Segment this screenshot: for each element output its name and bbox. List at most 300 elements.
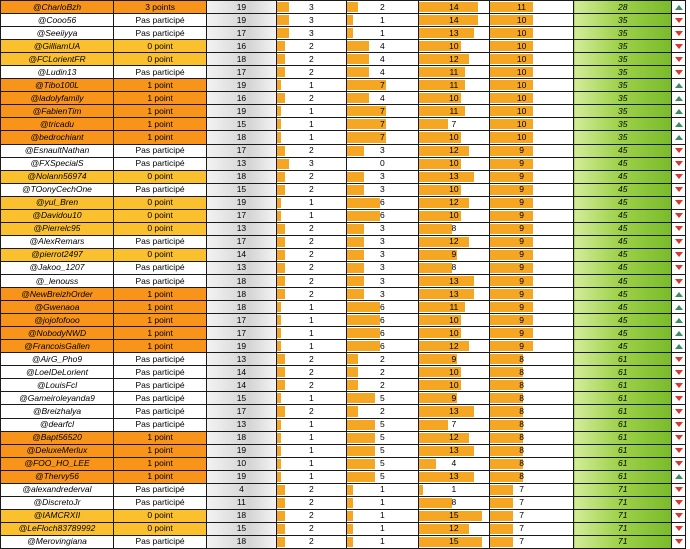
data-value: 8 <box>451 262 457 273</box>
participation-status-cell: 0 point <box>113 40 206 53</box>
player-name-cell: @NewBreizhOrder <box>1 288 114 301</box>
stat-cell-5 <box>490 483 574 496</box>
trend-down-icon <box>675 279 683 284</box>
participation-status-cell: 1 point <box>113 431 206 444</box>
data-bar <box>419 119 449 129</box>
data-value: 3 <box>309 158 314 169</box>
data-value: 10 <box>449 92 459 103</box>
stat-cell-3 <box>347 288 419 301</box>
data-value: 12 <box>449 236 459 247</box>
trend-cell <box>672 457 686 470</box>
data-bar <box>277 172 285 182</box>
trend-cell <box>672 261 686 274</box>
data-value: 9 <box>519 275 524 286</box>
data-bar <box>490 119 533 129</box>
data-value: 3 <box>379 249 385 260</box>
stat-cell-4 <box>418 105 490 118</box>
data-bar <box>277 250 285 260</box>
participation-status-cell: Pas participé <box>113 144 206 157</box>
participation-status-cell: 0 point <box>113 196 206 209</box>
player-name-cell: @Gameiroleyanda9 <box>1 392 114 405</box>
trend-down-icon <box>675 396 683 401</box>
score-cell: 45 <box>574 170 672 183</box>
data-value: 9 <box>519 223 524 234</box>
stat-cell-4 <box>418 392 490 405</box>
data-value: 2 <box>309 53 314 64</box>
player-name-cell: @TOonyCechOne <box>1 183 114 196</box>
table-row <box>1 522 686 535</box>
table-row <box>1 274 686 287</box>
trend-cell <box>672 157 686 170</box>
data-value: 0 <box>379 158 385 169</box>
participation-status-cell: Pas participé <box>113 379 206 392</box>
data-value: 2 <box>379 353 385 364</box>
stat-cell-3 <box>347 209 419 222</box>
table-row <box>1 53 686 66</box>
data-bar <box>277 119 281 129</box>
score-cell: 45 <box>574 261 672 274</box>
table-row <box>1 248 686 261</box>
player-name-cell: @LeFloch83789992 <box>1 522 114 535</box>
data-value: 10 <box>516 92 527 103</box>
stat-cell-4 <box>418 444 490 457</box>
score-cell: 45 <box>574 209 672 222</box>
data-value: 3 <box>379 275 385 286</box>
data-value: 10 <box>516 79 527 90</box>
data-bar <box>277 93 285 103</box>
data-bar <box>490 537 513 547</box>
table-row <box>1 353 686 366</box>
data-value: 9 <box>451 353 457 364</box>
participation-status-cell: 1 point <box>113 118 206 131</box>
stat-cell-3 <box>347 170 419 183</box>
stat-cell-1: 17 <box>207 405 276 418</box>
stat-cell-5 <box>490 222 574 235</box>
participation-status-cell: 1 point <box>113 288 206 301</box>
data-value: 13 <box>449 445 459 456</box>
table-row <box>1 1 686 14</box>
data-bar <box>490 93 533 103</box>
stat-cell-3 <box>347 14 419 27</box>
stat-cell-2 <box>276 196 346 209</box>
data-bar <box>347 472 375 482</box>
data-value: 2 <box>309 275 314 286</box>
stat-cell-2 <box>276 248 346 261</box>
stat-cell-3 <box>347 496 419 509</box>
data-value: 3 <box>309 27 314 38</box>
stat-cell-4 <box>418 470 490 483</box>
stat-cell-1: 4 <box>207 483 276 496</box>
score-cell: 45 <box>574 288 672 301</box>
data-bar <box>419 459 436 469</box>
data-value: 3 <box>379 145 385 156</box>
data-bar <box>277 198 281 208</box>
participation-status-cell: Pas participé <box>113 274 206 287</box>
data-bar <box>490 289 533 299</box>
stat-cell-5 <box>490 261 574 274</box>
stat-cell-1: 18 <box>207 535 276 548</box>
stat-cell-3 <box>347 444 419 457</box>
data-bar <box>490 185 533 195</box>
stat-cell-5 <box>490 288 574 301</box>
score-cell: 61 <box>574 379 672 392</box>
data-value: 10 <box>449 40 459 51</box>
stat-cell-3 <box>347 248 419 261</box>
trend-up-icon <box>675 5 683 10</box>
data-bar <box>490 41 533 51</box>
player-name-cell: @NobodyNWD <box>1 327 114 340</box>
data-bar <box>347 524 353 534</box>
trend-cell <box>672 522 686 535</box>
data-value: 5 <box>379 392 385 403</box>
data-value: 6 <box>379 210 385 221</box>
score-cell: 45 <box>574 157 672 170</box>
stat-cell-4 <box>418 79 490 92</box>
table-row <box>1 301 686 314</box>
table-row <box>1 392 686 405</box>
stat-cell-4 <box>418 1 490 14</box>
data-bar <box>277 485 285 495</box>
data-bar <box>347 406 358 416</box>
data-bar <box>347 367 358 377</box>
trend-cell <box>672 170 686 183</box>
stat-cell-2 <box>276 444 346 457</box>
score-cell: 71 <box>574 522 672 535</box>
table-row <box>1 431 686 444</box>
data-value: 3 <box>309 14 314 25</box>
stat-cell-3 <box>347 92 419 105</box>
trend-cell <box>672 79 686 92</box>
table-row <box>1 40 686 53</box>
data-value: 1 <box>309 131 314 142</box>
data-value: 10 <box>449 366 459 377</box>
trend-cell <box>672 314 686 327</box>
stat-cell-2 <box>276 431 346 444</box>
stat-cell-3 <box>347 27 419 40</box>
stat-cell-2 <box>276 379 346 392</box>
data-value: 12 <box>449 340 459 351</box>
trend-down-icon <box>675 370 683 375</box>
table-row <box>1 131 686 144</box>
stat-cell-1: 19 <box>207 470 276 483</box>
data-value: 10 <box>516 131 527 142</box>
stat-cell-2 <box>276 235 346 248</box>
data-value: 8 <box>519 471 524 482</box>
data-value: 2 <box>309 66 314 77</box>
data-value: 9 <box>451 249 457 260</box>
trend-down-icon <box>675 213 683 218</box>
stat-cell-5 <box>490 235 574 248</box>
data-value: 8 <box>519 458 524 469</box>
player-name-cell: @Gwenaoa <box>1 301 114 314</box>
stat-cell-3 <box>347 509 419 522</box>
data-bar <box>347 446 375 456</box>
stat-cell-1: 14 <box>207 248 276 261</box>
data-bar <box>277 315 281 325</box>
data-value: 1 <box>309 432 314 443</box>
trend-cell <box>672 483 686 496</box>
player-name-cell: @alexandrederval <box>1 483 114 496</box>
trend-down-icon <box>675 239 683 244</box>
stat-cell-4 <box>418 131 490 144</box>
trend-cell <box>672 66 686 79</box>
trend-up-icon <box>675 474 683 479</box>
stat-cell-1: 13 <box>207 261 276 274</box>
participation-status-cell: Pas participé <box>113 14 206 27</box>
table-row <box>1 261 686 274</box>
trend-down-icon <box>675 252 683 257</box>
data-bar <box>277 146 285 156</box>
data-value: 9 <box>519 288 524 299</box>
data-bar <box>490 302 533 312</box>
stat-cell-5 <box>490 496 574 509</box>
data-value: 4 <box>379 92 385 103</box>
data-bar <box>490 211 533 221</box>
participation-status-cell: Pas participé <box>113 183 206 196</box>
data-value: 11 <box>449 105 459 116</box>
stat-cell-1: 17 <box>207 27 276 40</box>
data-value: 8 <box>519 366 524 377</box>
stat-cell-4 <box>418 327 490 340</box>
data-value: 1 <box>309 458 314 469</box>
stat-cell-1: 15 <box>207 183 276 196</box>
player-name-cell: @LoeIDeLorient <box>1 366 114 379</box>
data-value: 13 <box>449 27 459 38</box>
player-name-cell: @Davidou10 <box>1 209 114 222</box>
stat-cell-5 <box>490 105 574 118</box>
data-value: 9 <box>519 340 524 351</box>
data-value: 8 <box>519 419 524 430</box>
data-value: 12 <box>449 432 459 443</box>
data-bar <box>419 302 466 312</box>
trend-cell <box>672 196 686 209</box>
data-bar <box>490 276 533 286</box>
player-name-cell: @GilliamUA <box>1 40 114 53</box>
data-bar <box>419 263 453 273</box>
trend-cell <box>672 92 686 105</box>
data-value: 10 <box>449 158 459 169</box>
stat-cell-2 <box>276 340 346 353</box>
data-value: 2 <box>379 366 385 377</box>
data-bar <box>347 211 380 221</box>
stat-cell-4 <box>418 431 490 444</box>
data-value: 1 <box>379 497 385 508</box>
stat-cell-3 <box>347 144 419 157</box>
participation-status-cell: 3 points <box>113 1 206 14</box>
stat-cell-5 <box>490 327 574 340</box>
trend-cell <box>672 40 686 53</box>
data-value: 9 <box>519 197 524 208</box>
participation-status-cell: Pas participé <box>113 405 206 418</box>
player-name-cell: @Nolann56974 <box>1 170 114 183</box>
data-value: 3 <box>309 1 314 12</box>
data-bar <box>490 15 533 25</box>
stat-cell-2 <box>276 118 346 131</box>
data-bar <box>419 172 474 182</box>
data-bar <box>490 54 533 64</box>
stat-cell-4 <box>418 261 490 274</box>
trend-cell <box>672 274 686 287</box>
stat-cell-2 <box>276 392 346 405</box>
data-bar <box>419 406 474 416</box>
data-value: 9 <box>519 184 524 195</box>
stat-cell-1: 18 <box>207 431 276 444</box>
stat-cell-2 <box>276 483 346 496</box>
trend-down-icon <box>675 187 683 192</box>
stat-cell-5 <box>490 66 574 79</box>
stat-cell-4 <box>418 92 490 105</box>
trend-cell <box>672 53 686 66</box>
stat-cell-5 <box>490 353 574 366</box>
data-value: 11 <box>517 1 526 12</box>
trend-down-icon <box>675 18 683 23</box>
data-value: 1 <box>309 445 314 456</box>
stat-cell-1: 19 <box>207 340 276 353</box>
stat-cell-1: 19 <box>207 105 276 118</box>
player-name-cell: @Seeiiyya <box>1 27 114 40</box>
data-value: 13 <box>449 405 459 416</box>
data-value: 1 <box>309 327 314 338</box>
score-cell: 45 <box>574 248 672 261</box>
trend-down-icon <box>675 44 683 49</box>
data-value: 4 <box>379 40 385 51</box>
data-value: 10 <box>516 53 527 64</box>
stat-cell-5 <box>490 118 574 131</box>
player-name-cell: @Breizhalya <box>1 405 114 418</box>
data-value: 9 <box>519 236 524 247</box>
player-name-cell: @AlexRemars <box>1 235 114 248</box>
player-name-cell: @Thervy56 <box>1 470 114 483</box>
data-value: 12 <box>449 145 459 156</box>
data-bar <box>277 263 285 273</box>
data-bar <box>347 420 375 430</box>
data-bar <box>347 54 369 64</box>
score-cell: 71 <box>574 535 672 548</box>
stat-cell-1: 13 <box>207 353 276 366</box>
trend-cell <box>672 235 686 248</box>
stat-cell-3 <box>347 66 419 79</box>
stat-cell-4 <box>418 496 490 509</box>
stat-cell-3 <box>347 340 419 353</box>
data-bar <box>347 93 369 103</box>
player-name-cell: @_lenouss <box>1 274 114 287</box>
data-bar <box>277 406 285 416</box>
score-cell: 45 <box>574 340 672 353</box>
score-cell: 45 <box>574 327 672 340</box>
data-value: 6 <box>379 197 385 208</box>
player-name-cell: @FOO_HO_LEE <box>1 457 114 470</box>
data-value: 2 <box>379 379 385 390</box>
player-name-cell: @dearfcl <box>1 418 114 431</box>
data-bar <box>490 28 533 38</box>
stat-cell-4 <box>418 522 490 535</box>
trend-cell <box>672 301 686 314</box>
stat-cell-5 <box>490 144 574 157</box>
trend-down-icon <box>675 461 683 466</box>
score-cell: 35 <box>574 92 672 105</box>
stat-cell-2 <box>276 183 346 196</box>
data-bar <box>347 302 380 312</box>
data-bar <box>277 106 281 116</box>
data-bar <box>490 2 533 12</box>
data-bar <box>490 524 513 534</box>
stat-cell-3 <box>347 79 419 92</box>
trend-down-icon <box>675 409 683 414</box>
data-value: 4 <box>379 53 385 64</box>
trend-cell <box>672 1 686 14</box>
stat-cell-2 <box>276 327 346 340</box>
trend-down-icon <box>675 500 683 505</box>
trend-up-icon <box>675 292 683 297</box>
trend-cell <box>672 340 686 353</box>
stat-cell-4 <box>418 144 490 157</box>
data-bar <box>490 263 533 273</box>
data-bar <box>490 67 533 77</box>
score-cell: 45 <box>574 144 672 157</box>
table-row <box>1 327 686 340</box>
data-bar <box>277 28 290 38</box>
trend-cell <box>672 248 686 261</box>
participation-status-cell: Pas participé <box>113 496 206 509</box>
trend-down-icon <box>675 70 683 75</box>
stat-cell-5 <box>490 53 574 66</box>
data-value: 8 <box>519 353 524 364</box>
data-bar <box>347 237 364 247</box>
trend-cell <box>672 444 686 457</box>
trend-up-icon <box>675 318 683 323</box>
data-value: 11 <box>449 301 459 312</box>
stat-cell-4 <box>418 405 490 418</box>
data-value: 1 <box>309 419 314 430</box>
data-bar <box>277 185 285 195</box>
data-value: 7 <box>519 523 524 534</box>
data-value: 2 <box>309 366 314 377</box>
data-bar <box>277 276 285 286</box>
data-bar <box>277 328 281 338</box>
data-bar <box>277 54 285 64</box>
data-bar <box>277 80 281 90</box>
score-cell: 61 <box>574 353 672 366</box>
data-bar <box>277 289 285 299</box>
data-value: 1 <box>309 340 314 351</box>
data-bar <box>419 146 470 156</box>
stat-cell-3 <box>347 418 419 431</box>
data-value: 10 <box>449 314 459 325</box>
data-bar <box>419 289 474 299</box>
stat-cell-2 <box>276 131 346 144</box>
player-name-cell: @DeluxeMerlux <box>1 444 114 457</box>
data-value: 1 <box>379 14 385 25</box>
stat-cell-2 <box>276 170 346 183</box>
data-bar <box>419 446 474 456</box>
stat-cell-4 <box>418 483 490 496</box>
score-cell: 35 <box>574 14 672 27</box>
data-value: 9 <box>519 210 524 221</box>
data-value: 3 <box>379 288 385 299</box>
score-cell: 61 <box>574 366 672 379</box>
data-value: 6 <box>379 340 385 351</box>
stat-cell-5 <box>490 392 574 405</box>
data-value: 7 <box>379 79 385 90</box>
participation-status-cell: 1 point <box>113 92 206 105</box>
stat-cell-5 <box>490 418 574 431</box>
stat-cell-2 <box>276 274 346 287</box>
player-name-cell: @tricadu <box>1 118 114 131</box>
trend-down-icon <box>675 487 683 492</box>
stat-cell-2 <box>276 288 346 301</box>
table-row <box>1 170 686 183</box>
data-bar <box>419 237 470 247</box>
